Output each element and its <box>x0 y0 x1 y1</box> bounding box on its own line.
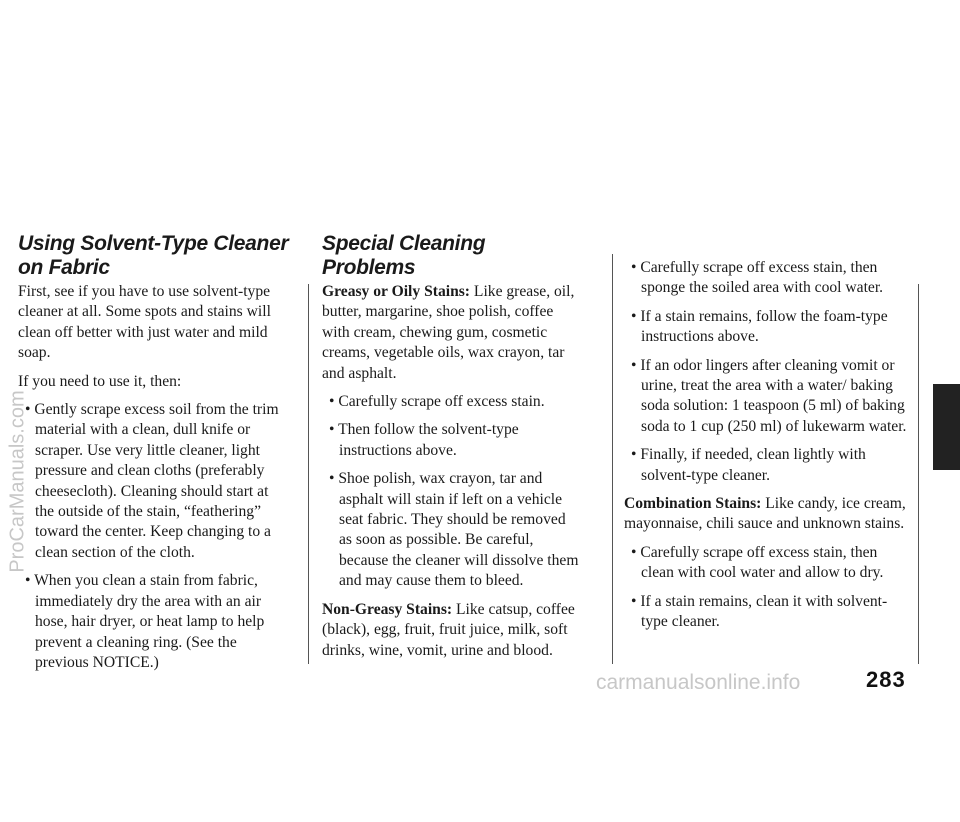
column-solvent-cleaner <box>18 232 290 681</box>
solvent-bullet-list <box>18 400 290 673</box>
list-item: • Finally, if needed, clean lightly with solvent-type cleaner. <box>624 445 912 486</box>
nongreasy-bullet-list <box>624 258 912 486</box>
list-item: • Shoe polish, wax crayon, tar and asphalt will stain if left on a vehicle seat fabric. They should be removed as soon as possible. Be careful, because the cleaner will dissolve them and may cause them to bleed. <box>322 469 580 591</box>
greasy-stains-label: Greasy or Oily Stains: <box>322 283 471 300</box>
column-special-problems <box>322 232 580 669</box>
list-item: • If a stain remains, clean it with solvent-type cleaner. <box>624 592 912 633</box>
column-divider <box>612 254 613 664</box>
list-item: • Carefully scrape off excess stain, then clean with cool water and allow to dry. <box>624 543 912 584</box>
page-number: 283 <box>866 667 906 692</box>
section-title-solvent-cleaner: Using Solvent-Type Cleaner on Fabric <box>18 232 289 279</box>
greasy-bullet-list <box>322 392 580 592</box>
watermark-vertical-text: ProCarManuals.com <box>6 390 29 573</box>
list-item: • Carefully scrape off excess stain. <box>322 392 580 412</box>
section-title-special-problems: Special Cleaning Problems <box>322 232 486 279</box>
column-divider <box>308 284 309 664</box>
list-item: • If an odor lingers after cleaning vomit or urine, treat the area with a water/ baking soda solution: 1 teaspoon (5 ml) of baking soda to 1 cup (250 ml) of lukewarm water. <box>624 356 912 438</box>
combination-stains-text: Like candy, ice cream, mayonnaise, chili sauce and unknown stains. <box>624 495 906 533</box>
list-item: • When you clean a stain from fabric, immediately dry the area with an air hose, hair dryer, or heat lamp to help prevent a cleaning ring. (See the previous NOTICE.) <box>18 571 290 673</box>
lead-paragraph: If you need to use it, then: <box>18 372 182 390</box>
column-divider <box>918 284 919 664</box>
intro-paragraph: First, see if you have to use solvent-type cleaner at all. Some spots and stains will clean off better with just water and mild soap. <box>18 283 271 362</box>
list-item: • Then follow the solvent-type instructions above. <box>322 420 580 461</box>
section-tab-marker <box>933 384 960 470</box>
greasy-stains-text: Like grease, oil, butter, margarine, shoe polish, coffee with cream, chewing gum, cosmetic creams, vegetable oils, wax crayon, tar and asphalt. <box>322 283 575 382</box>
combination-stains-label: Combination Stains: <box>624 495 762 513</box>
greasy-stains-paragraph <box>322 282 580 384</box>
combination-bullet-list <box>624 543 912 633</box>
list-item: • Carefully scrape off excess stain, then sponge the soiled area with cool water. <box>624 258 912 299</box>
combination-stains-paragraph <box>624 494 912 535</box>
list-item: • Gently scrape excess soil from the trim material with a clean, dull knife or scraper. Use very little cleaner, light pressure and clean cloths (preferably cheesecloth). Cleaning should start at the outside of the stain, “feathering” toward the center. Keep changing to a clean section of the cloth. <box>18 400 290 563</box>
list-item: • If a stain remains, follow the foam-type instructions above. <box>624 307 912 348</box>
nongreasy-stains-paragraph <box>322 600 580 661</box>
nongreasy-stains-label: Non-Greasy Stains: <box>322 600 453 618</box>
column-stain-steps <box>624 258 912 641</box>
watermark-text: carmanualsonline.info <box>596 671 801 694</box>
nongreasy-stains-text: Like catsup, coffee (black), egg, fruit, fruit juice, milk, soft drinks, wine, vomit, urine and blood. <box>322 600 575 659</box>
